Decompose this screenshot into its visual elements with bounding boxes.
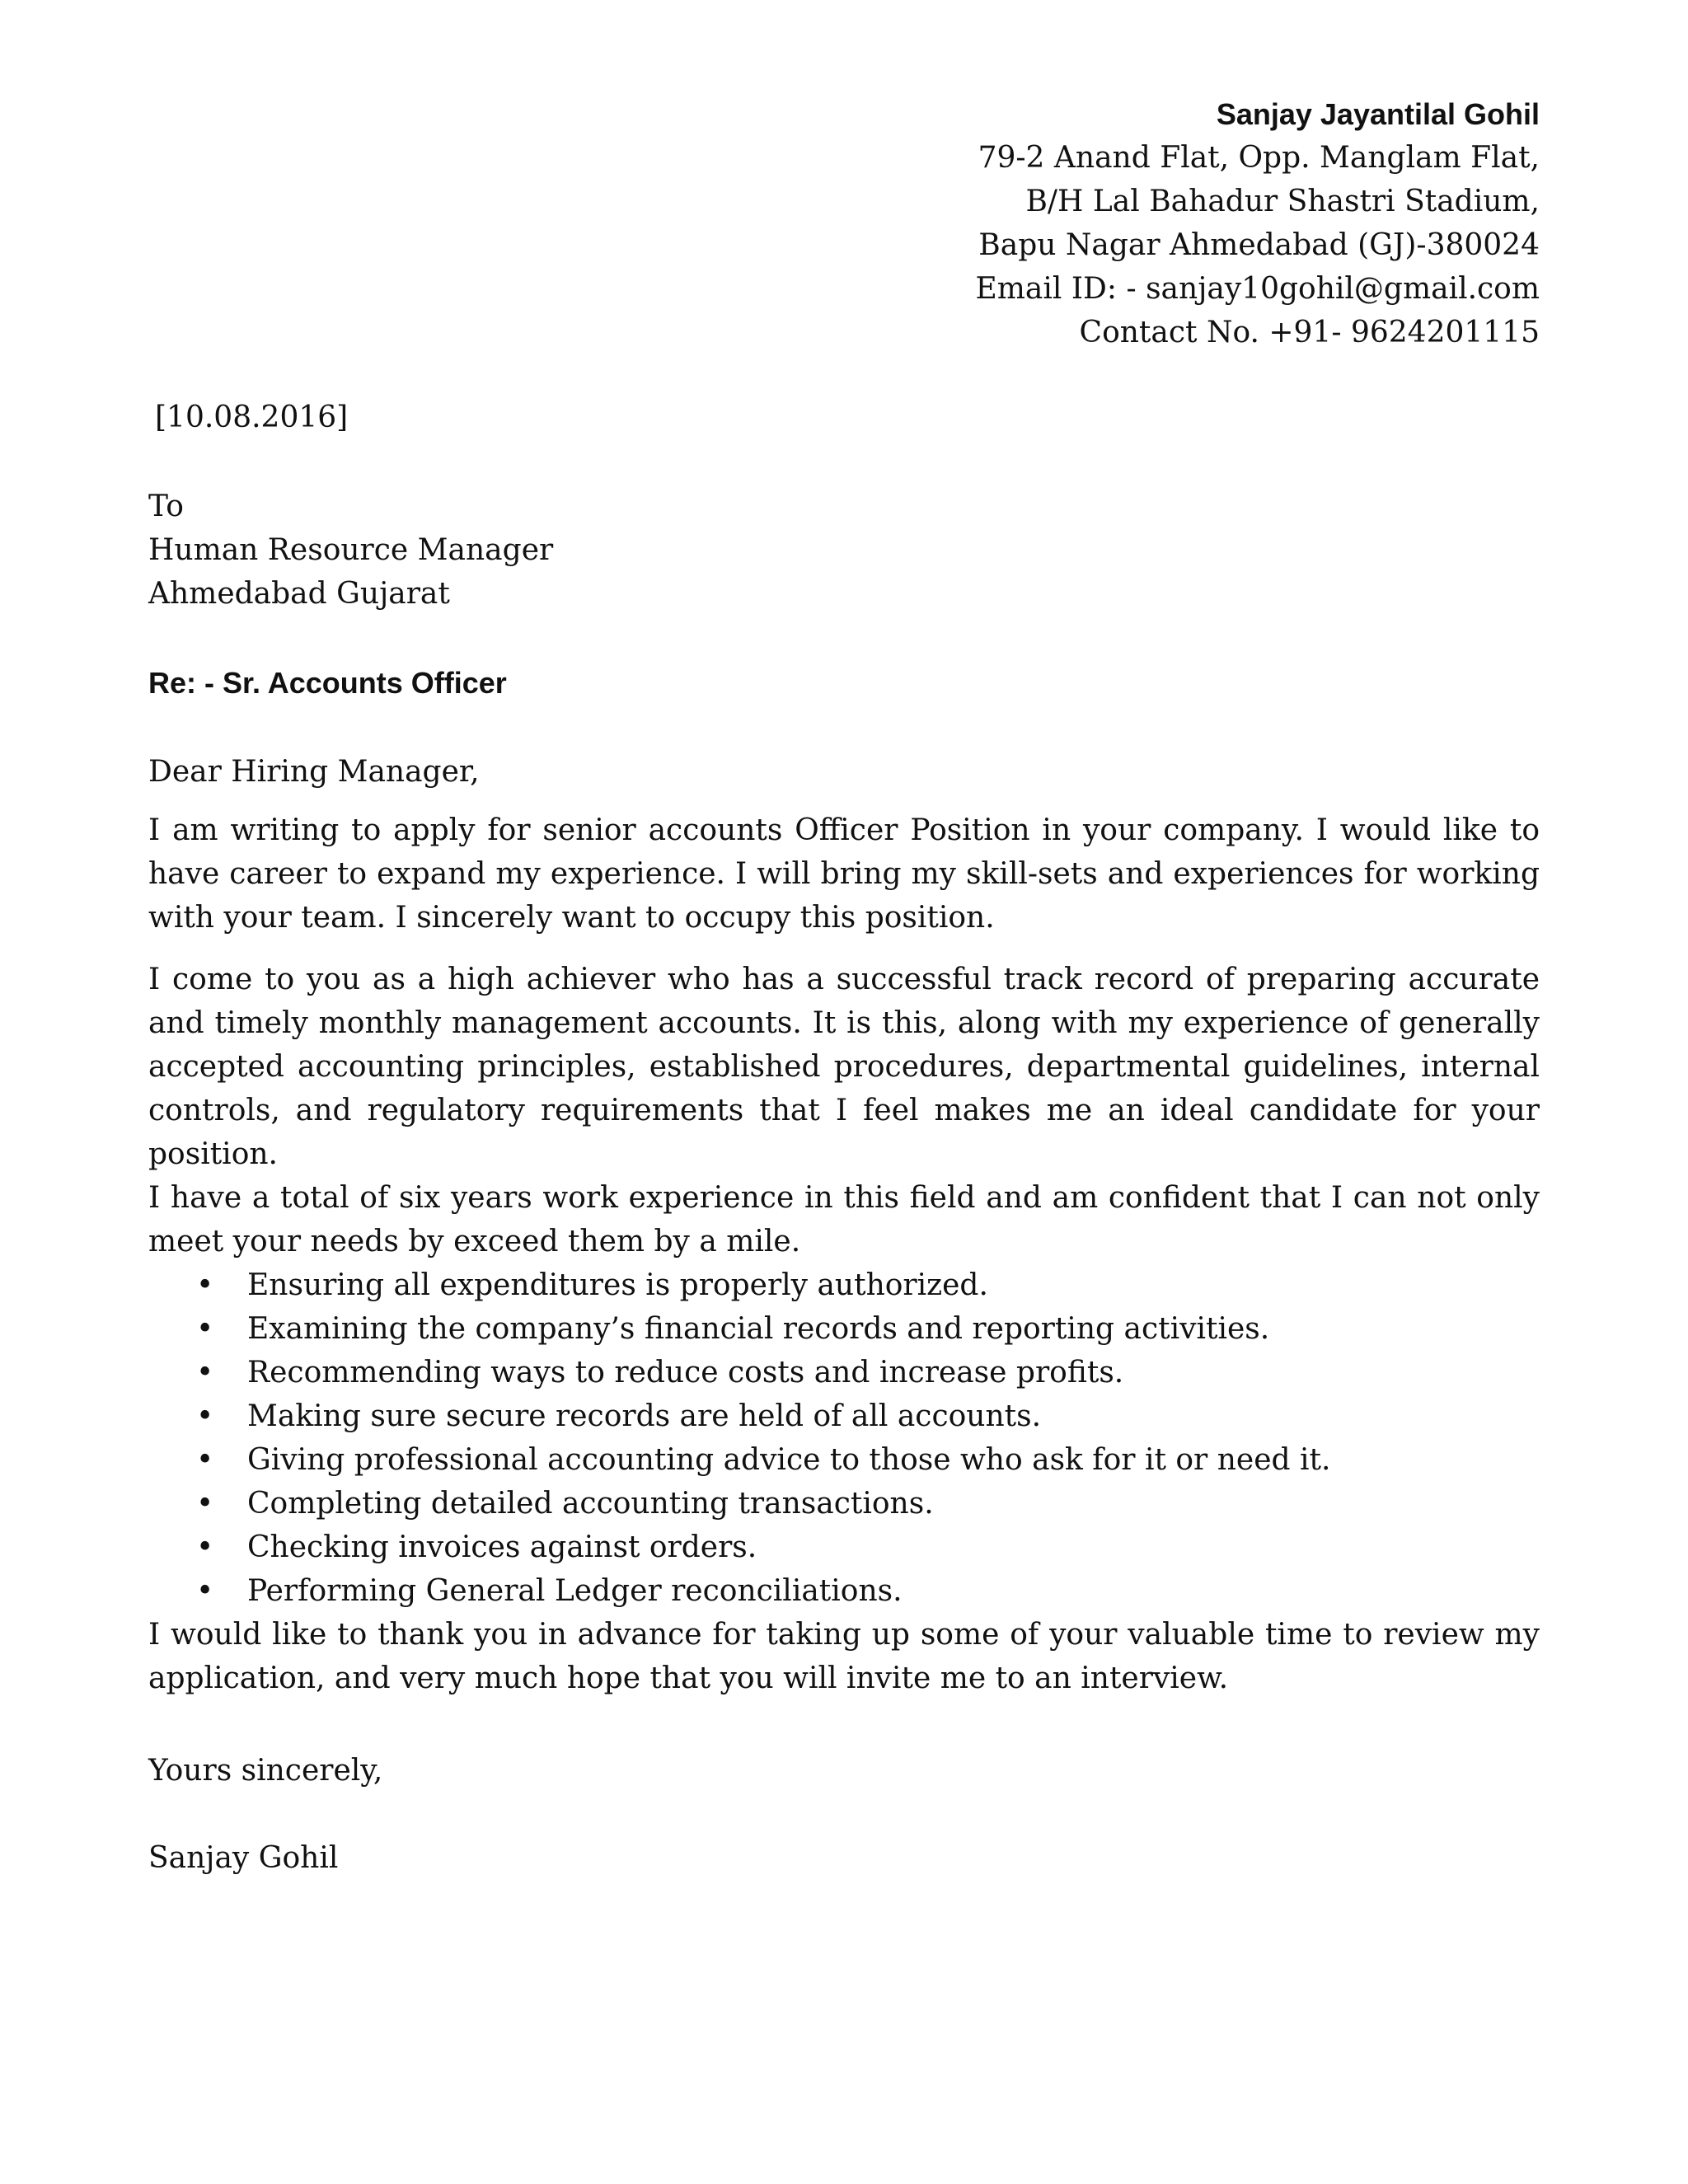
bullet-icon: • [196,1443,214,1477]
closing: Yours sincerely, [148,1754,383,1788]
bullet-icon: • [196,1312,214,1346]
list-item-text: Completing detailed accounting transactions. [247,1487,934,1521]
list-item-text: Ensuring all expenditures is properly authorized. [247,1268,988,1302]
recipient-block [148,485,553,616]
sender-block [975,92,1540,354]
paragraph: I am writing to apply for senior accounts Officer Position in your company. I would like to have career to expand my experience. I will bring my skill-sets and experiences for working with your team. I sincerely want to occupy this position. [148,813,1540,935]
list-item-text: Giving professional accounting advice to those who ask for it or need it. [247,1443,1331,1477]
salutation: Dear Hiring Manager, [148,755,480,789]
recipient-to: To [148,490,184,523]
list-item [148,1307,1540,1351]
recipient-title: Human Resource Manager [148,533,554,567]
bullet-icon: • [196,1487,214,1521]
list-item [148,1394,1540,1438]
paragraph: I have a total of six years work experience in this field and am confident that I can not only meet your needs by exceed them by a mile. [148,1181,1540,1258]
paragraph: I come to you as a high achiever who has a successful track record of preparing accurate and timely monthly management accounts. It is this, along with my experience of generally accepted accounting principles, established procedures, departmental guidelines, internal controls, and regulatory requirements that I feel makes me an ideal candidate for your position. [148,963,1540,1171]
recipient-location: Ahmedabad Gujarat [148,577,450,611]
list-item-text: Examining the company’s financial records and reporting activities. [247,1312,1270,1346]
sender-address-line-2: B/H Lal Bahadur Shastri Stadium, [1025,185,1540,218]
signature-name: Sanjay Gohil [148,1841,339,1875]
bullet-icon: • [196,1399,214,1433]
list-item [148,1569,1540,1613]
list-item [148,1351,1540,1394]
list-item [148,1482,1540,1526]
sender-name: Sanjay Jayantilal Gohil [1216,97,1540,131]
list-item [148,1263,1540,1307]
responsibilities-list [148,1263,1540,1613]
list-item-text: Performing General Ledger reconciliations. [247,1574,903,1608]
list-item-text: Checking invoices against orders. [247,1530,757,1564]
sender-contact: Contact No. +91- 9624201115 [1079,316,1540,349]
closing-paragraph: I would like to thank you in advance for taking up some of your valuable time to review my application, and very much hope that you will invite me to an interview. [148,1618,1540,1695]
sender-address-line-3: Bapu Nagar Ahmedabad (GJ)-380024 [978,228,1540,262]
list-item-text: Recommending ways to reduce costs and increase profits. [247,1356,1124,1390]
bullet-icon: • [196,1574,214,1608]
sender-email: Email ID: - sanjay10gohil@gmail.com [975,272,1540,306]
bullet-icon: • [196,1356,214,1390]
list-item [148,1438,1540,1482]
sender-address-line-1: 79-2 Anand Flat, Opp. Manglam Flat, [978,141,1540,175]
list-item [148,1526,1540,1569]
list-item-text: Making sure secure records are held of all accounts. [247,1399,1042,1433]
subject-line: Re: - Sr. Accounts Officer [148,666,507,700]
letter-date: [10.08.2016] [155,401,349,434]
bullet-icon: • [196,1268,214,1302]
letter-body [148,750,1540,1700]
bullet-icon: • [196,1530,214,1564]
